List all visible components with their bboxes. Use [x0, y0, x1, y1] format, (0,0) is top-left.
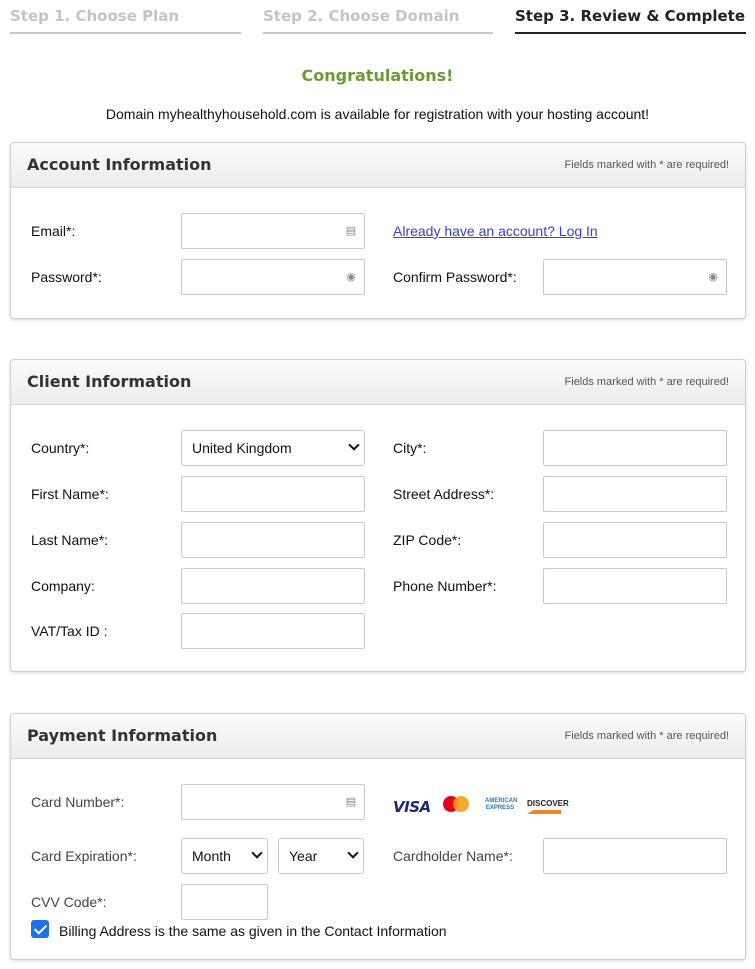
billing-same-label: Billing Address is the same as given in the Contact Information: [59, 923, 447, 939]
chevron-down-icon: [347, 847, 358, 858]
vat-tax-id-label: VAT/Tax ID :: [31, 623, 108, 639]
vat-tax-id-input[interactable]: [181, 613, 365, 649]
panel-header: [11, 143, 745, 188]
country-value: United Kingdom: [192, 440, 292, 456]
required-fields-note: Fields marked with * are required!: [564, 376, 729, 388]
step-choose-plan[interactable]: Step 1. Choose Plan: [10, 0, 241, 34]
panel-header: [11, 714, 745, 759]
login-link[interactable]: Already have an account? Log In: [393, 223, 598, 239]
panel-title: Payment Information: [27, 726, 218, 745]
last-name-input[interactable]: [181, 522, 365, 558]
amex-logo-icon: AMERICAN EXPRESS: [485, 798, 518, 811]
city-label: City*:: [393, 440, 427, 456]
contact-card-icon: ▤: [345, 796, 357, 808]
discover-logo-icon: DISCOVER: [527, 799, 569, 808]
password-label: Password*:: [31, 269, 102, 285]
email-input[interactable]: [181, 213, 365, 249]
required-fields-note: Fields marked with * are required!: [564, 159, 729, 171]
step-review-complete: Step 3. Review & Complete: [515, 0, 746, 34]
expiration-year-select[interactable]: [278, 838, 364, 874]
company-label: Company:: [31, 578, 95, 594]
visa-logo-icon: VISA: [393, 798, 431, 816]
confirm-password-label: Confirm Password*:: [393, 269, 517, 285]
company-input[interactable]: [181, 568, 365, 604]
domain-available-message: Domain myhealthyhousehold.com is available for registration with your hosting account!: [105, 106, 650, 122]
last-name-label: Last Name*:: [31, 532, 109, 548]
expiration-month-select[interactable]: [181, 838, 268, 874]
panel-header: [11, 360, 745, 405]
billing-same-checkbox[interactable]: [31, 920, 49, 938]
account-information-panel: [10, 142, 746, 319]
congratulations-heading: Congratulations!: [301, 66, 454, 85]
first-name-label: First Name*:: [31, 486, 109, 502]
required-fields-note: Fields marked with * are required!: [564, 730, 729, 742]
first-name-input[interactable]: [181, 476, 365, 512]
confirm-password-input[interactable]: [543, 259, 727, 295]
cardholder-name-input[interactable]: [543, 838, 727, 874]
card-expiration-label: Card Expiration*:: [31, 848, 137, 864]
phone-number-input[interactable]: [543, 568, 727, 604]
payment-information-panel: [10, 713, 746, 960]
year-value: Year: [289, 848, 318, 864]
email-label: Email*:: [31, 223, 76, 239]
panel-title: Client Information: [27, 372, 192, 391]
country-select[interactable]: [181, 430, 365, 466]
contact-card-icon: ▤: [345, 225, 357, 237]
city-input[interactable]: [543, 430, 727, 466]
checkout-steps: [10, 0, 746, 36]
client-information-panel: [10, 359, 746, 672]
chevron-down-icon: [251, 847, 262, 858]
card-number-input[interactable]: [181, 784, 365, 820]
street-address-input[interactable]: [543, 476, 727, 512]
phone-number-label: Phone Number*:: [393, 578, 497, 594]
key-icon: ◉: [708, 271, 718, 283]
cardholder-name-label: Cardholder Name*:: [393, 848, 513, 864]
chevron-down-icon: [348, 439, 359, 450]
month-value: Month: [192, 848, 231, 864]
step-choose-domain[interactable]: Step 2. Choose Domain: [263, 0, 493, 34]
discover-stripe: [527, 810, 561, 814]
card-number-label: Card Number*:: [31, 794, 125, 810]
zip-code-label: ZIP Code*:: [393, 532, 462, 548]
zip-code-input[interactable]: [543, 522, 727, 558]
street-address-label: Street Address*:: [393, 486, 495, 502]
password-input[interactable]: [181, 259, 365, 295]
cvv-code-label: CVV Code*:: [31, 894, 107, 910]
panel-title: Account Information: [27, 155, 212, 174]
key-icon: ◉: [346, 271, 356, 283]
cvv-code-input[interactable]: [181, 884, 268, 920]
mastercard-logo-icon: [441, 794, 471, 816]
country-label: Country*:: [31, 440, 90, 456]
